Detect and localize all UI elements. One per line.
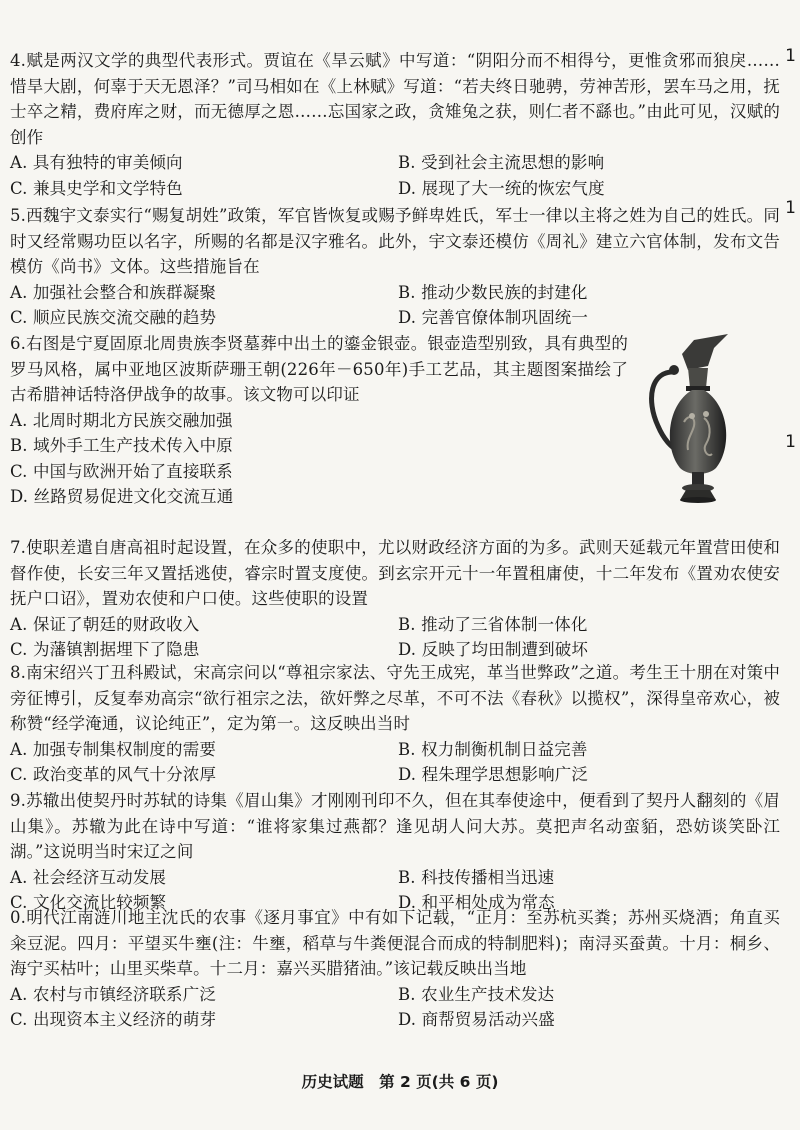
option-c[interactable]: C. 顺应民族交流交融的趋势: [10, 308, 217, 327]
option-c[interactable]: C. 政治变革的风气十分浓厚: [10, 765, 217, 784]
margin-mark: 1: [785, 432, 796, 452]
option-b[interactable]: B. 推动少数民族的封建化: [398, 282, 588, 302]
option-a[interactable]: A. 具有独特的审美倾向: [10, 153, 183, 172]
question-stem: 0.明代江南涟川地主沈氏的农事《逐月事宜》中有如下记载，“正月：至苏杭买粪；苏州买烧酒；角直买籴豆泥。四月：平望买牛壅(注：牛壅，稻草与牛粪便混合而成的特制肥料)；南浔买蚕黄。十月：桐乡、海宁买枯叶；山里买柴草。十二月：嘉兴买腊猪油。”该记载反映出当地: [10, 908, 780, 978]
question-stem: 6.右图是宁夏固原北周贵族李贤墓葬中出土的鎏金银壶。银壶造型别致，具有典型的罗马风格，属中亚地区波斯萨珊王朝(226年－650年)手工艺品，其主题图案描绘了古希腊神话特洛伊战争的故事。该文物可以印证: [10, 334, 628, 404]
option-c[interactable]: C. 出现资本主义经济的萌芽: [10, 1010, 217, 1029]
option-b[interactable]: B. 受到社会主流思想的影响: [398, 153, 605, 172]
margin-mark: 1: [785, 46, 796, 66]
question-9: [10, 788, 780, 916]
question-7: [10, 535, 780, 663]
options: [10, 982, 780, 1033]
option-d[interactable]: D. 程朱理学思想影响广泛: [398, 765, 589, 784]
option-d[interactable]: D. 和平相处成为常态: [398, 893, 555, 912]
option-a[interactable]: A. 加强专制集权制度的需要: [10, 739, 217, 759]
question-10: [10, 905, 780, 1033]
question-stem: 5.西魏宇文泰实行“赐复胡姓”政策，军官皆恢复或赐予鲜卑姓氏，军士一律以主将之姓为自己的姓氏。同时又经常赐功臣以名字，所赐的名都是汉字雅名。此外，宇文泰还模仿《周礼》建立六官体制，发布文告模仿《尚书》文体。这些措施旨在: [10, 206, 780, 276]
question-8: [10, 660, 780, 788]
option-b[interactable]: B. 域外手工生产技术传入中原: [10, 436, 233, 455]
option-b[interactable]: B. 农业生产技术发达: [398, 984, 555, 1004]
option-d[interactable]: D. 完善官僚体制巩固统一: [398, 308, 589, 327]
options: [10, 612, 780, 663]
gilt-silver-ewer-image: [636, 330, 756, 512]
option-b[interactable]: B. 权力制衡机制日益完善: [398, 739, 588, 759]
question-stem: 9.苏辙出使契丹时苏轼的诗集《眉山集》才刚刚刊印不久，但在其奉使途中，便看到了契丹人翻刻的《眉山集》。苏辙为此在诗中写道：“谁将家集过燕都？逢见胡人问大苏。莫把声名动蛮貊，恐妨谈笑卧江湖。”这说明当时宋辽之间: [10, 791, 780, 861]
question-stem: 7.使职差遣自唐高祖时起设置，在众多的使职中，尤以财政经济方面的为多。武则天延载元年置营田使和督作使，长安三年又置括逃使，睿宗时置支度使。到玄宗开元十一年置租庸使，十二年发布《置劝农使安抚户口诏》，置劝农使和户口使。这些使职的设置: [10, 538, 780, 608]
margin-mark: 1: [785, 198, 796, 218]
question-5: [10, 203, 780, 331]
question-stem: 4.赋是两汉文学的典型代表形式。贾谊在《旱云赋》中写道：“阴阳分而不相得兮，更惟贪邪而狼戾……惜旱大剧，何辜于天无恩泽？”司马相如在《上林赋》写道：“若夫终日驰骋，劳神苦形，罢车马之用，抚士卒之精，费府库之财，而无德厚之恩……忘国家之政，贪雉兔之获，则仁者不繇也。”由此可见，汉赋的创作: [10, 51, 780, 147]
page-footer: 历史试题 第 2 页(共 6 页): [301, 1073, 499, 1091]
options: [10, 280, 780, 331]
ewer-icon: [636, 330, 756, 512]
option-c[interactable]: C. 中国与欧洲开始了直接联系: [10, 461, 233, 481]
option-d[interactable]: D. 商帮贸易活动兴盛: [398, 1010, 555, 1029]
option-d[interactable]: D. 展现了大一统的恢宏气度: [398, 178, 605, 198]
options: [10, 150, 780, 201]
option-c[interactable]: C. 兼具史学和文学特色: [10, 178, 183, 198]
option-b[interactable]: B. 科技传播相当迅速: [398, 867, 555, 887]
option-d[interactable]: D. 丝路贸易促进文化交流互通: [10, 487, 234, 506]
option-a[interactable]: A. 北周时期北方民族交融加强: [10, 410, 233, 430]
option-a[interactable]: A. 社会经济互动发展: [10, 867, 167, 887]
option-c[interactable]: C. 为藩镇割据埋下了隐患: [10, 640, 200, 659]
question-stem: 8.南宋绍兴丁丑科殿试，宋高宗问以“尊祖宗家法、守先王成宪，革当世弊政”之道。考生王十朋在对策中旁征博引，反复奉劝高宗“欲行祖宗之法，欲奸弊之尽革，不可不法《春秋》以揽权”，深得皇帝欢心，被称赞“经学淹通，议论纯正”，定为第一。这反映出当时: [10, 663, 780, 733]
option-c[interactable]: C. 文化交流比较频繁: [10, 893, 167, 912]
option-a[interactable]: A. 农村与市镇经济联系广泛: [10, 984, 217, 1004]
question-6: [10, 331, 628, 510]
option-d[interactable]: D. 反映了均田制遭到破坏: [398, 640, 589, 659]
option-b[interactable]: B. 推动了三省体制一体化: [398, 614, 588, 634]
option-a[interactable]: A. 保证了朝廷的财政收入: [10, 614, 200, 634]
options: [10, 737, 780, 788]
question-4: [10, 48, 780, 201]
option-a[interactable]: A. 加强社会整合和族群凝聚: [10, 282, 217, 302]
options: [10, 408, 628, 510]
